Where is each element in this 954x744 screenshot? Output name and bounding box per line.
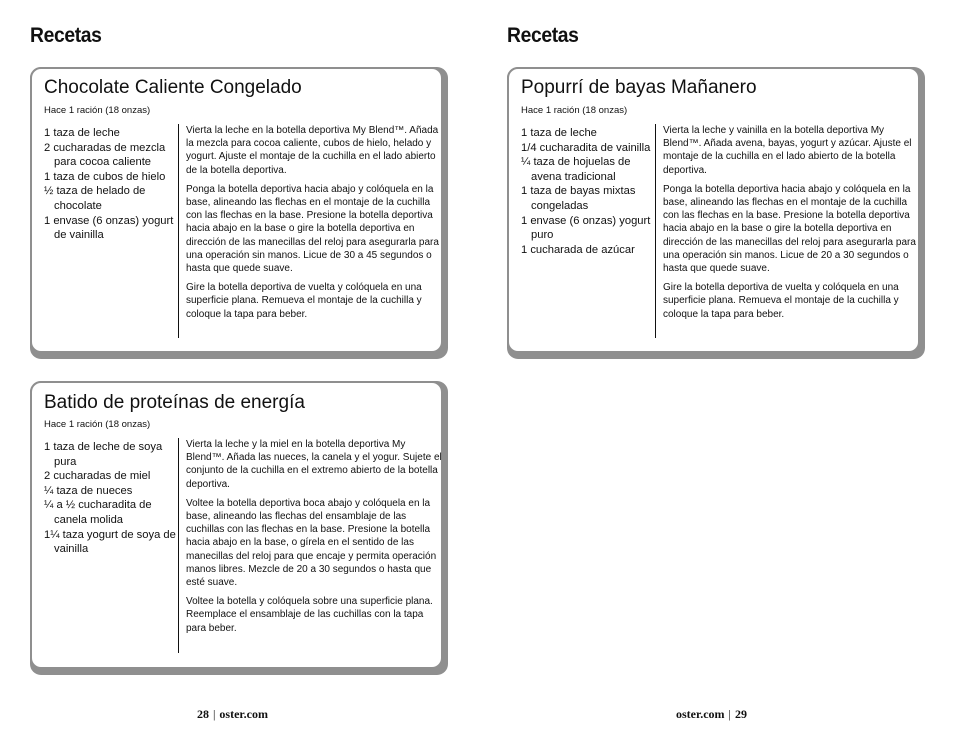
recipe-card-body xyxy=(30,67,443,353)
ingredient-item: 1¼ taza yogurt de soya de vainilla xyxy=(44,528,176,556)
footer-right xyxy=(676,707,747,722)
ingredient-list xyxy=(44,440,179,557)
recipe-title: Popurrí de bayas Mañanero xyxy=(521,77,757,98)
recipe-card-body xyxy=(507,67,920,353)
column-divider xyxy=(178,438,179,653)
recipe-serving: Hace 1 ración (18 onzas) xyxy=(521,105,628,116)
instruction-step: Vierta la leche y vainilla en la botella deportiva My Blend™. Añada avena, bayas, yogurt y azúcar. Ajuste el montaje de la cuchilla en el lado abierto de la botella deportiva. xyxy=(663,125,912,176)
recipe-card-popurri xyxy=(507,67,925,359)
ingredient-item: 1 envase (6 onzas) yogurt puro xyxy=(521,214,651,242)
ingredient-item: 2 cucharadas de miel xyxy=(44,470,151,483)
ingredient-item: 1 taza de leche xyxy=(521,127,597,139)
instruction-step: Gire la botella deportiva de vuelta y colóquela en una superficie plana. Remueva el montaje de la cuchilla y coloque la tapa para beber. xyxy=(663,282,899,320)
ingredient-list xyxy=(44,126,179,243)
ingredient-list xyxy=(521,126,656,257)
instruction-step: Ponga la botella deportiva hacia abajo y colóquela en la base, alineando las flechas en el montaje de la cuchilla con las flechas en la base. Presione la botella deportiva hacia abajo en la base o gire la botella deportiva en dirección de las manecillas del reloj para asegurarla para una operación sin manos. Licue de 30 a 45 segundos o hasta que quede suave. xyxy=(186,183,439,275)
column-divider xyxy=(655,124,656,338)
footer-separator: | xyxy=(213,707,216,721)
recipe-card-batido xyxy=(30,381,448,675)
instruction-step: Vierta la leche y la miel en la botella deportiva My Blend™. Añada las nueces, la canela y el yogur. Sujete el conjunto de la cuchilla en el extremo abierto de la botella deportiva. xyxy=(186,439,442,490)
footer-separator: | xyxy=(728,707,731,721)
instructions xyxy=(186,438,443,641)
recipe-title: Batido de proteínas de energía xyxy=(44,392,305,413)
ingredient-item: 1 cucharada de azúcar xyxy=(521,243,635,256)
footer-site: oster.com xyxy=(219,707,268,721)
instruction-step: Ponga la botella deportiva hacia abajo y colóquela en la base, alineando las flechas en el montaje de la cuchilla con las flechas en la base. Presione la botella deportiva hacia abajo en la base o gire la botella deportiva en dirección de las manecillas del reloj para asegurarla para una operación sin manos. Licue de 20 a 30 segundos o hasta que quede suave. xyxy=(663,183,916,275)
footer-left xyxy=(197,707,268,722)
column-divider xyxy=(178,124,179,338)
page-number: 28 xyxy=(197,707,209,721)
ingredient-item: 1 envase (6 onzas) yogurt de vainilla xyxy=(44,214,174,242)
recipe-card-body xyxy=(30,381,443,669)
ingredient-item: 1 taza de leche de soya pura xyxy=(44,441,163,468)
instruction-step: Vierta la leche en la botella deportiva My Blend™. Añada la mezcla para cocoa caliente, cubos de hielo, helado y yogurt. Ajuste el montaje de la cuchilla en el lado abierto de la botella deportiva. xyxy=(186,125,439,176)
instructions xyxy=(663,124,920,327)
recipe-card-chocolate xyxy=(30,67,448,359)
ingredient-item: ½ taza de helado de chocolate xyxy=(44,185,146,212)
ingredient-item: ¼ taza de hojuelas de avena tradicional xyxy=(521,156,631,183)
ingredient-item: 2 cucharadas de mezcla para cocoa caliente xyxy=(44,141,166,169)
footer-site: oster.com xyxy=(676,707,725,721)
page-heading-right: Recetas xyxy=(507,24,579,47)
instructions xyxy=(186,124,443,327)
instruction-step: Voltee la botella y colóquela sobre una superficie plana. Reemplace el ensamblaje de las cuchillas con la tapa para beber. xyxy=(186,596,433,634)
ingredient-item: 1 taza de cubos de hielo xyxy=(44,170,166,183)
recipe-serving: Hace 1 ración (18 onzas) xyxy=(44,419,151,430)
recipe-title: Chocolate Caliente Congelado xyxy=(44,77,302,98)
page-heading-left: Recetas xyxy=(30,24,102,47)
ingredient-item: ¼ a ½ cucharadita de canela molida xyxy=(44,499,152,526)
ingredient-item: 1/4 cucharadita de vainilla xyxy=(521,141,651,154)
instruction-step: Voltee la botella deportiva boca abajo y colóquela en la base, alineando las flechas del ensamblaje de las cuchillas con las flechas en la base. Presione la botella hacia abajo en la base, o gírela en el sentido de las manecillas del reloj para que encaje y permita operación manos libres. Mezcle de 20 a 30 segundos o hasta que esté suave. xyxy=(186,497,437,589)
ingredient-item: 1 taza de leche xyxy=(44,127,120,139)
instruction-step: Gire la botella deportiva de vuelta y colóquela en una superficie plana. Remueva el montaje de la cuchilla y coloque la tapa para beber. xyxy=(186,282,422,320)
ingredient-item: 1 taza de bayas mixtas congeladas xyxy=(521,185,636,212)
page-number: 29 xyxy=(734,707,747,721)
recipe-serving: Hace 1 ración (18 onzas) xyxy=(44,105,151,116)
ingredient-item: ¼ taza de nueces xyxy=(44,484,133,497)
